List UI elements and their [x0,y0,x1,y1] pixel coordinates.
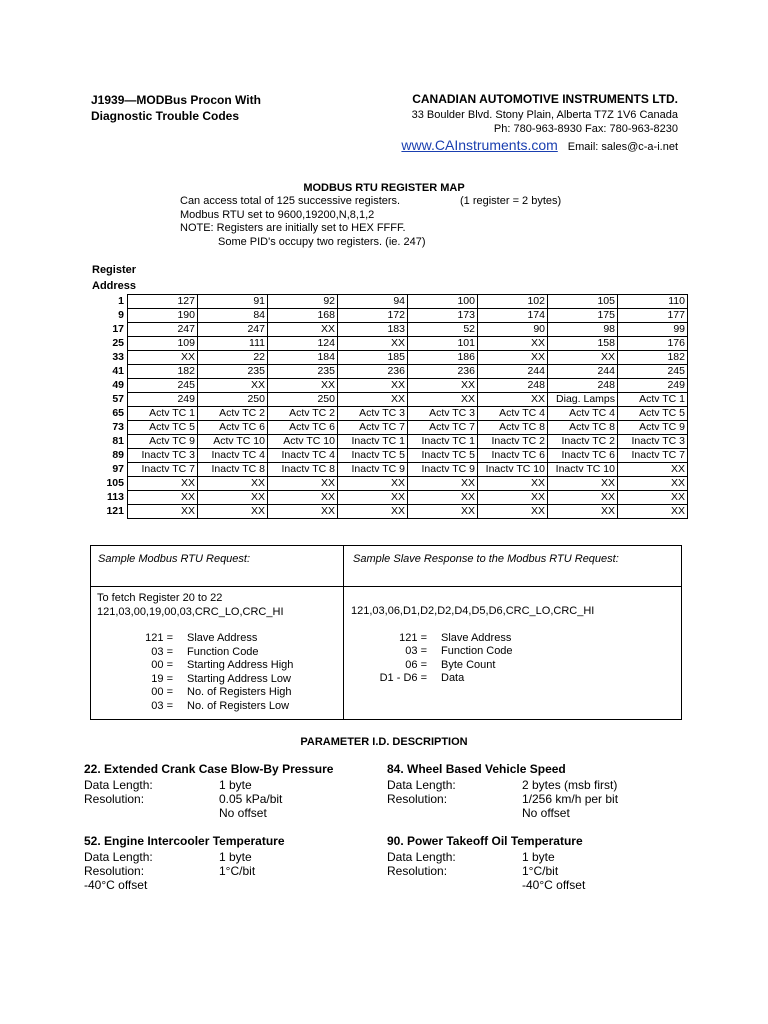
register-cell: XX [478,393,548,407]
field-meaning: Byte Count [441,658,496,671]
register-cell: 91 [198,295,268,309]
pid-line [387,778,687,792]
register-cell: XX [548,491,618,505]
pid-value: 1 byte [522,850,555,864]
register-cell: Inactv TC 5 [408,449,478,463]
pid-left-column [84,762,374,906]
register-cell: 249 [618,379,688,393]
register-cell: Inactv TC 4 [198,449,268,463]
register-address: 25 [112,337,124,349]
register-cell: Actv TC 6 [268,421,338,435]
pid-line [84,806,374,820]
register-cell: XX [338,337,408,351]
company-block [278,92,678,154]
register-address: 81 [112,435,124,447]
register-cell: 182 [128,365,198,379]
register-cell: 177 [618,309,688,323]
register-row [92,463,688,477]
pid-label: Resolution: [84,864,145,878]
request-body [97,592,337,713]
register-cell: 102 [478,295,548,309]
company-phone-fax: Ph: 780-963-8930 Fax: 780-963-8230 [493,123,678,135]
field-code: D1 - D6 = [379,672,427,684]
register-row [92,365,688,379]
register-cell: Actv TC 3 [338,407,408,421]
register-cell: Inactv TC 9 [338,463,408,477]
register-cell: Actv TC 9 [128,435,198,449]
register-cell: XX [618,491,688,505]
pid-value: 2 bytes (msb first) [522,778,618,792]
register-cell: 94 [338,295,408,309]
field-code: 00 = [151,659,173,671]
register-cell: 245 [128,379,198,393]
register-cell: 92 [268,295,338,309]
field-meaning: Starting Address High [187,659,294,671]
register-cell: XX [268,505,338,519]
register-cell: Inactv TC 1 [338,435,408,449]
register-cell: 174 [478,309,548,323]
field-row [351,659,671,673]
register-cell: Inactv TC 2 [548,435,618,449]
register-cell: XX [548,477,618,491]
register-row [92,449,688,463]
register-cell: 22 [198,351,268,365]
register-cell: 176 [618,337,688,351]
register-cell: XX [338,491,408,505]
register-cell: XX [618,505,688,519]
field-row [351,632,671,646]
pid-value: 1 byte [219,850,252,864]
register-row [92,323,688,337]
pid-label: Data Length: [84,850,153,864]
register-cell: Inactv TC 6 [548,449,618,463]
register-cell: 158 [548,337,618,351]
register-cell: 168 [268,309,338,323]
register-cell: XX [338,477,408,491]
pid-label: Data Length: [387,850,456,864]
field-code: 03 = [151,699,173,712]
field-meaning: Data [441,672,465,684]
sample-divider-horizontal [91,586,681,587]
pid-label: Data Length: [84,778,153,792]
pid-line [387,806,687,820]
field-meaning: Slave Address [187,632,258,644]
note-2: Modbus RTU set to 9600,19200,N,8,1,2 [180,208,375,221]
field-row [351,672,671,686]
register-cell: XX [128,491,198,505]
register-cell: XX [338,379,408,393]
register-cell: Actv TC 8 [548,421,618,435]
field-meaning: Function Code [187,645,259,658]
register-cell: Inactv TC 9 [408,463,478,477]
register-cell: 100 [408,295,478,309]
register-cell: XX [478,351,548,365]
register-cell: Actv TC 10 [198,435,268,449]
register-address: 65 [112,407,124,419]
pid-line [387,850,687,864]
pid-line [84,792,374,806]
register-cell: Inactv TC 2 [478,435,548,449]
field-meaning: No. of Registers Low [187,699,290,712]
register-cell: 110 [618,295,688,309]
register-size-note: (1 register = 2 bytes) [460,195,562,207]
register-cell: 247 [198,323,268,337]
pid-heading: 22. Extended Crank Case Blow-By Pressure [84,762,334,776]
field-code: 121 = [145,632,173,644]
pid-value: No offset [522,806,570,820]
register-cell: Actv TC 7 [408,421,478,435]
register-cell: 244 [478,365,548,379]
register-cell: XX [128,477,198,491]
register-cell: XX [268,477,338,491]
register-row [92,505,688,519]
register-cell: XX [268,379,338,393]
field-code: 121 = [399,631,427,644]
register-cell: 99 [618,323,688,337]
register-row [92,393,688,407]
pid-heading: 90. Power Takeoff Oil Temperature [387,834,583,848]
register-cell: XX [268,323,338,337]
request-fields [97,632,337,713]
register-row [92,295,688,309]
register-label-line-1: Register [92,264,137,276]
register-cell: Inactv TC 10 [478,463,548,477]
register-row [92,351,688,365]
pid-block [387,762,687,820]
register-cell: Inactv TC 3 [128,449,198,463]
company-name: CANADIAN AUTOMOTIVE INSTRUMENTS LTD. [412,92,678,106]
register-cell: Actv TC 4 [478,407,548,421]
register-cell: XX [548,505,618,519]
pid-line [84,850,374,864]
register-cell: Actv TC 10 [268,435,338,449]
register-cell: 236 [408,365,478,379]
register-cell: XX [198,491,268,505]
register-cell: Inactv TC 6 [478,449,548,463]
register-address: 41 [112,365,124,377]
field-row [97,646,337,660]
field-row [97,673,337,687]
field-meaning: No. of Registers High [187,686,292,698]
pid-title: PARAMETER I.D. DESCRIPTION [300,736,468,748]
register-cell: XX [338,393,408,407]
field-code: 19 = [151,672,173,685]
pid-heading: 84. Wheel Based Vehicle Speed [387,762,566,776]
register-cell: 236 [338,365,408,379]
register-cell: Actv TC 5 [618,407,688,421]
field-row [97,700,337,714]
register-cell: 52 [408,323,478,337]
register-cell: 248 [548,379,618,393]
pid-right-column [387,762,687,906]
register-cell: XX [408,505,478,519]
email-text: Email: sales@c-a-i.net [567,141,678,153]
field-meaning: Function Code [441,645,513,657]
field-meaning: Starting Address Low [187,672,291,685]
pid-heading: 52. Engine Intercooler Temperature [84,834,285,848]
response-fields [351,632,671,686]
register-cell: 175 [548,309,618,323]
register-cell: XX [198,477,268,491]
register-cell: XX [478,337,548,351]
register-cell: Actv TC 2 [198,407,268,421]
request-header: Sample Modbus RTU Request: [98,553,251,565]
field-meaning: Slave Address [441,631,512,644]
pid-label: Resolution: [84,792,145,806]
register-row [92,407,688,421]
note-4: Some PID's occupy two registers. (ie. 247) [218,235,426,248]
title-line-1: J1939—MODBus Procon With [91,93,261,107]
pid-label: Data Length: [387,778,456,792]
register-cell: XX [268,491,338,505]
register-cell: 247 [128,323,198,337]
register-cell: Actv TC 4 [548,407,618,421]
response-body [351,605,671,686]
field-row [97,659,337,673]
register-cell: XX [408,491,478,505]
request-line-1: To fetch Register 20 to 22 [97,592,223,604]
register-cell: Diag. Lamps [548,393,618,407]
pid-line [387,864,687,878]
register-row [92,309,688,323]
register-address: 113 [107,491,124,503]
register-address: 57 [112,393,124,405]
register-row [92,379,688,393]
register-cell: 249 [128,393,198,407]
pid-line [84,778,374,792]
register-address: 49 [112,379,124,391]
pid-value: No offset [219,806,267,820]
register-cell: 235 [268,365,338,379]
register-cell: 244 [548,365,618,379]
register-cell: XX [548,351,618,365]
pid-line [387,792,687,806]
pid-line [387,878,687,892]
register-cell: Actv TC 3 [408,407,478,421]
register-address: 97 [112,463,124,475]
register-row [92,421,688,435]
register-cell: XX [338,505,408,519]
register-cell: 190 [128,309,198,323]
pid-line [84,864,374,878]
register-cell: 109 [128,337,198,351]
field-row [351,645,671,659]
request-line-2: 121,03,00,19,00,03,CRC_LO,CRC_HI [97,605,284,618]
register-row [92,491,688,505]
register-address: 17 [112,323,124,335]
register-cell: 245 [618,365,688,379]
pid-value: 1/256 km/h per bit [522,792,619,806]
pid-line [84,878,374,892]
register-cell: 173 [408,309,478,323]
register-cell: 90 [478,323,548,337]
register-cell: Actv TC 6 [198,421,268,435]
field-code: 03 = [151,645,173,658]
field-code: 06 = [405,658,427,671]
register-cell: Inactv TC 7 [128,463,198,477]
register-cell: 185 [338,351,408,365]
pid-block [84,762,374,820]
register-cell: 186 [408,351,478,365]
field-row [97,686,337,700]
register-cell: 124 [268,337,338,351]
register-address: 1 [118,295,124,307]
register-cell: Inactv TC 1 [408,435,478,449]
register-cell: XX [128,505,198,519]
register-cell: Inactv TC 5 [338,449,408,463]
register-cell: Actv TC 1 [128,407,198,421]
register-cell: 250 [268,393,338,407]
register-address: 121 [106,505,124,517]
register-row [92,337,688,351]
pid-value: -40°C offset [522,878,586,892]
register-cell: 248 [478,379,548,393]
sample-box [90,545,682,720]
register-address: 105 [106,477,124,489]
register-cell: 235 [198,365,268,379]
register-cell: 172 [338,309,408,323]
title-line-2: Diagnostic Trouble Codes [91,109,240,123]
note-1: Can access total of 125 successive registers. [180,195,401,207]
register-cell: Inactv TC 7 [618,449,688,463]
register-cell: XX [478,505,548,519]
pid-value: 1°C/bit [522,864,559,878]
pid-label: Resolution: [387,792,448,806]
register-address: 33 [112,351,124,363]
field-row [97,632,337,646]
register-cell: 84 [198,309,268,323]
register-cell: 127 [128,295,198,309]
register-cell: XX [198,505,268,519]
register-cell: Inactv TC 3 [618,435,688,449]
register-cell: Actv TC 9 [618,421,688,435]
register-map-title: MODBUS RTU REGISTER MAP [303,182,465,194]
company-address: 33 Boulder Blvd. Stony Plain, Alberta T7Z 1V6 Canada [411,109,678,121]
register-cell: XX [618,463,688,477]
register-cell: 183 [338,323,408,337]
register-row [92,435,688,449]
register-address: 73 [112,421,124,433]
pid-label: -40°C offset [84,878,148,892]
register-cell: XX [408,477,478,491]
register-cell: XX [618,477,688,491]
register-cell: XX [478,477,548,491]
register-cell: XX [408,393,478,407]
register-cell: XX [128,351,198,365]
register-cell: XX [478,491,548,505]
register-cell: Actv TC 2 [268,407,338,421]
pid-block [387,834,687,892]
register-cell: 111 [198,337,268,351]
pid-label: Resolution: [387,864,448,878]
register-cell: Inactv TC 10 [548,463,618,477]
field-code: 03 = [405,645,427,657]
register-cell: 184 [268,351,338,365]
register-map-notes [180,195,600,249]
register-label-line-2: Address [92,280,137,292]
pid-value: 0.05 kPa/bit [219,792,283,806]
website-link[interactable]: www.CAInstruments.com [401,137,558,153]
register-cell: Actv TC 1 [618,393,688,407]
register-cell: Actv TC 5 [128,421,198,435]
register-cell: 101 [408,337,478,351]
register-cell: Inactv TC 8 [268,463,338,477]
register-cell: 250 [198,393,268,407]
register-cell: XX [408,379,478,393]
pid-value: 1 byte [219,778,252,792]
register-cell: Inactv TC 4 [268,449,338,463]
register-cell: Inactv TC 8 [198,463,268,477]
register-cell: XX [198,379,268,393]
register-cell: Actv TC 7 [338,421,408,435]
response-line: 121,03,06,D1,D2,D2,D4,D5,D6,CRC_LO,CRC_HI [351,605,595,617]
register-address: 9 [118,309,124,321]
field-code: 00 = [151,686,173,698]
register-map-table [92,294,688,519]
register-cell: 98 [548,323,618,337]
register-row [92,477,688,491]
pid-value: 1°C/bit [219,864,256,878]
register-address-label [92,262,136,294]
response-header: Sample Slave Response to the Modbus RTU Request: [353,553,619,565]
register-address: 89 [112,449,124,461]
pid-block [84,834,374,892]
register-cell: 105 [548,295,618,309]
register-cell: Actv TC 8 [478,421,548,435]
sample-divider-vertical [343,546,344,719]
note-3: NOTE: Registers are initially set to HEX FFFF. [180,222,406,234]
register-cell: 182 [618,351,688,365]
contact-line [278,138,678,154]
